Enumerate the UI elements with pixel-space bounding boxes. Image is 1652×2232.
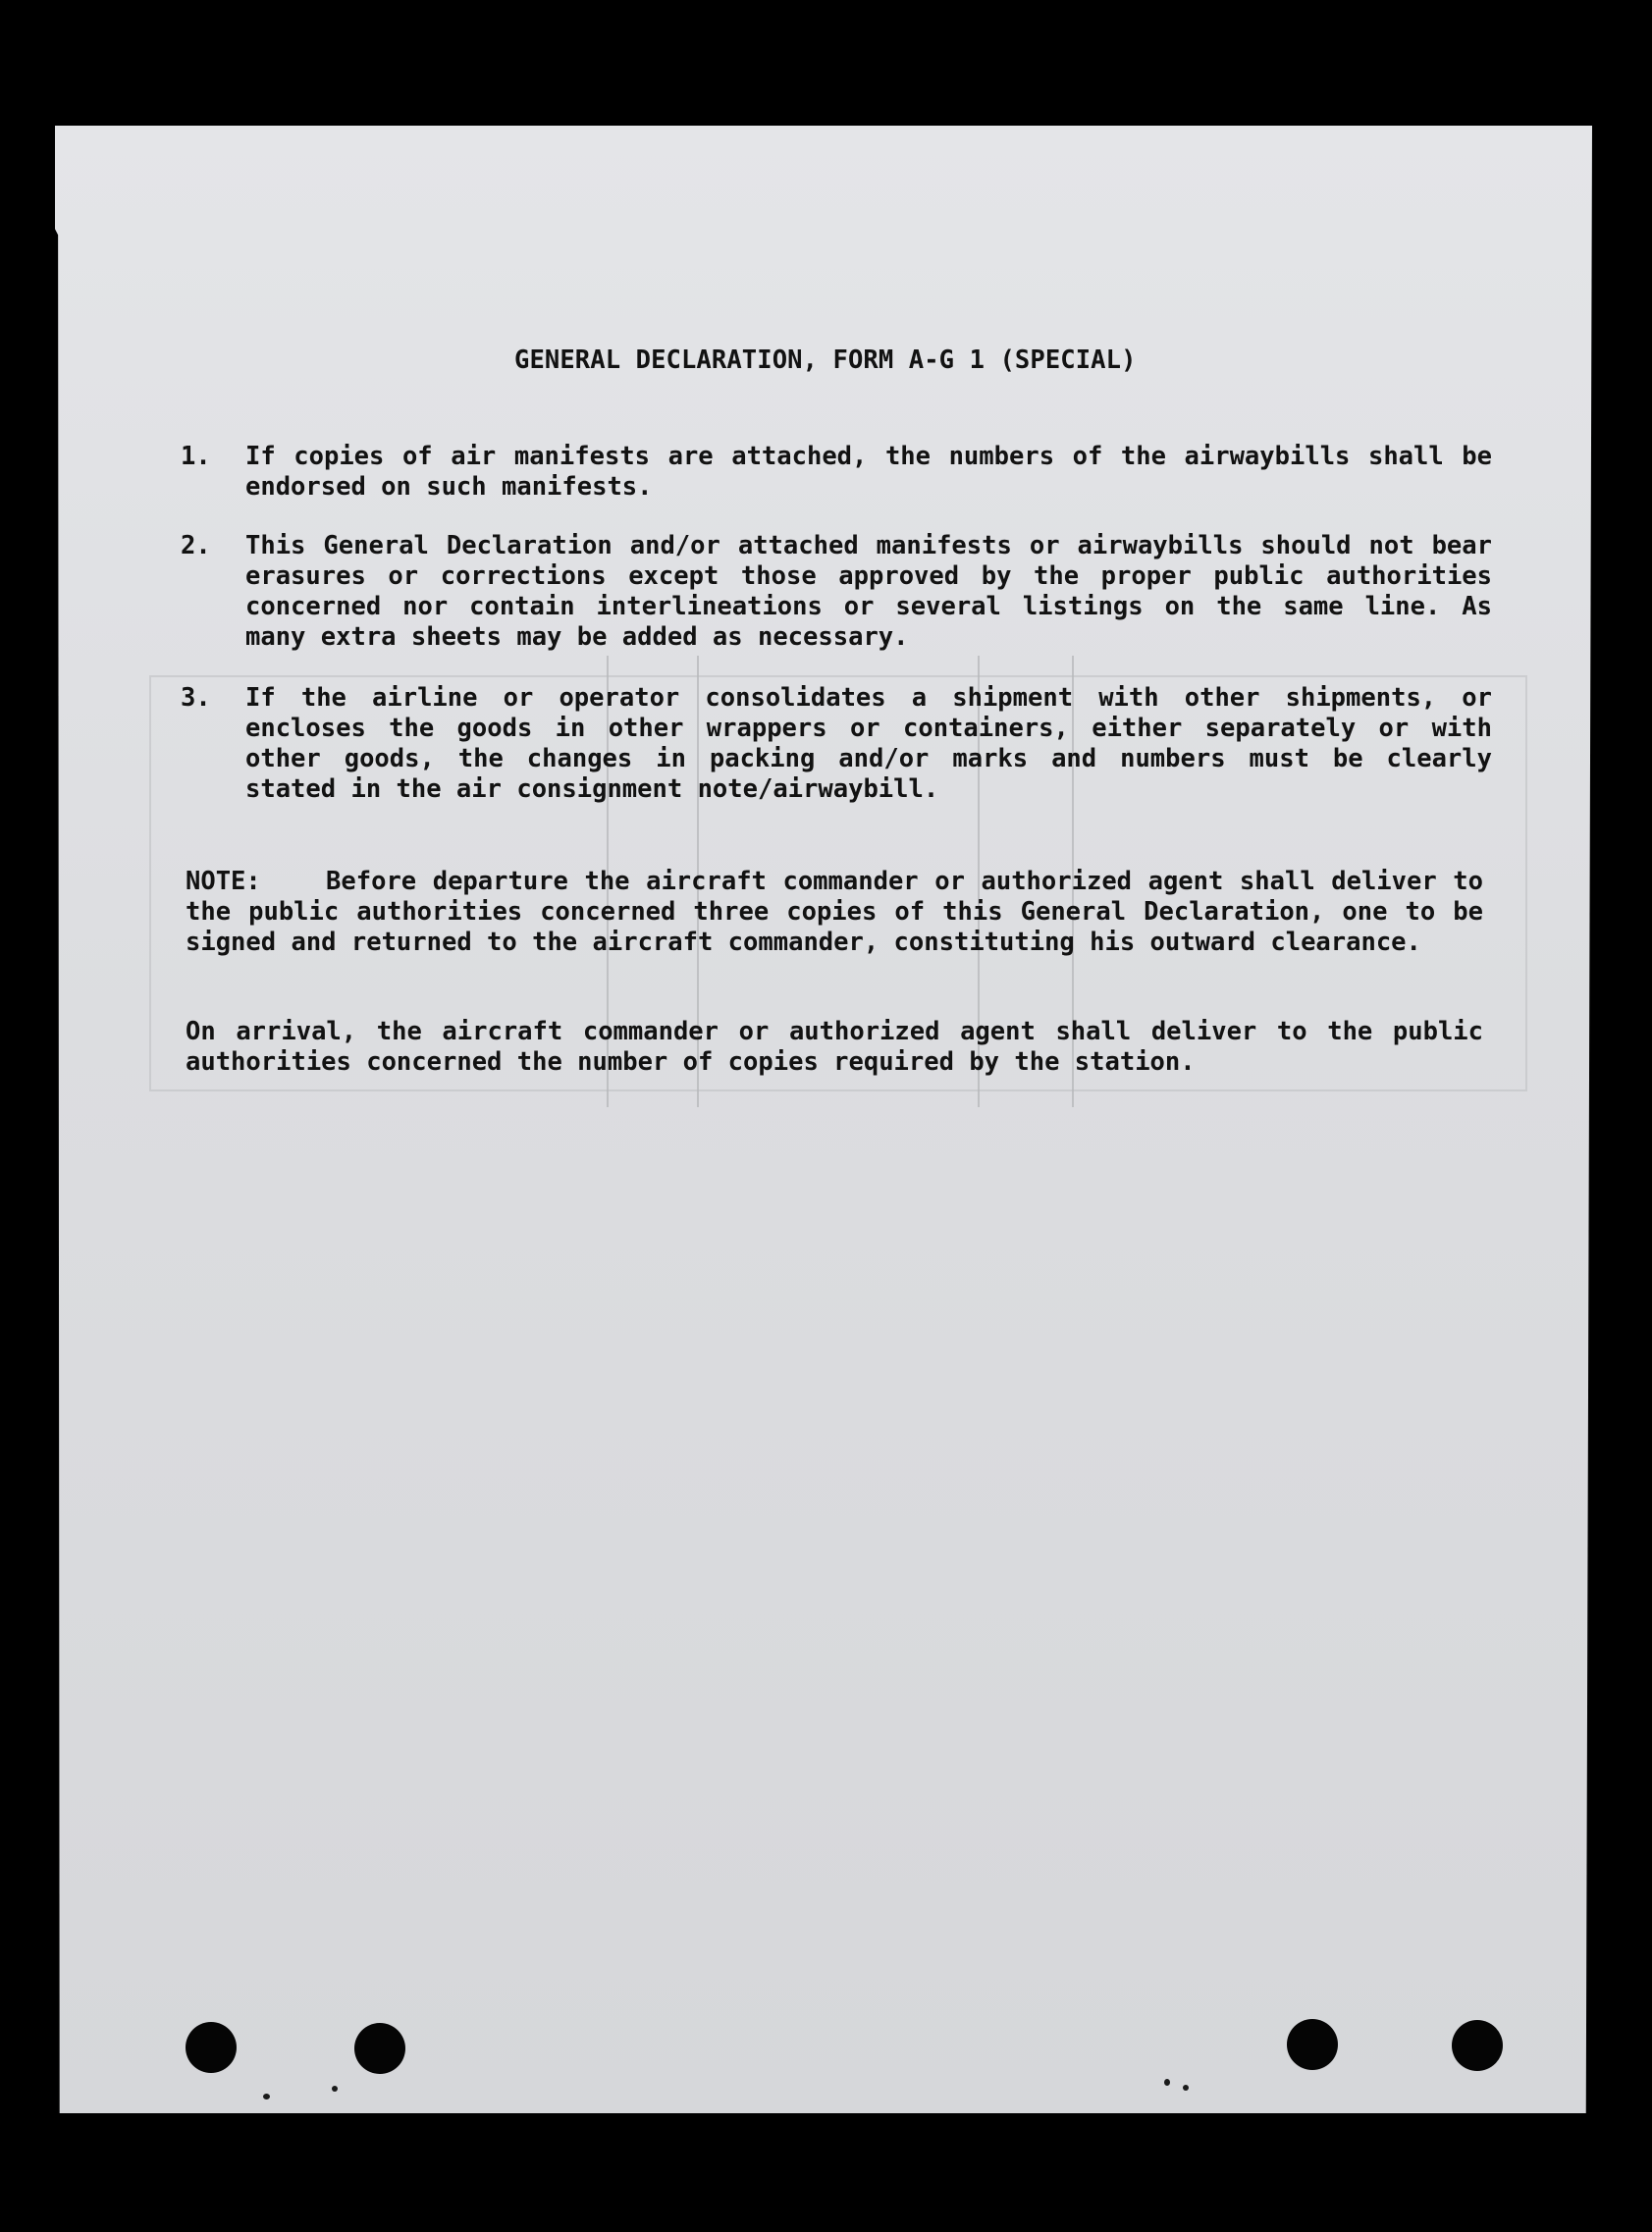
paper-speck <box>1164 2079 1170 2086</box>
punch-hole <box>186 2022 237 2073</box>
arrival-paragraph: On arrival, the aircraft commander or authorized agent shall deliver to the public authorities concerned the number of copies required by the station. <box>186 1017 1483 1077</box>
punch-hole <box>1452 2020 1503 2071</box>
paper-speck <box>263 2094 270 2099</box>
item-text: If copies of air manifests are attached, the numbers of the airwaybills shall be endorsed on such manifests. <box>245 442 1492 502</box>
item-number: 1. <box>181 442 211 471</box>
item-text: This General Declaration and/or attached manifests or airwaybills should not bear erasures or corrections except those approved by the proper public authorities concerned nor contain interlineations or several listings on the same line. As many extra sheets may be added as necessary. <box>245 531 1492 652</box>
punch-hole <box>1287 2019 1338 2070</box>
item-text: If the airline or operator consolidates a shipment with other shipments, or encloses the goods in other wrappers or containers, either separately or with other goods, the changes in packing and/or marks and numbers must be clearly stated in the air consignment note/airwaybill. <box>245 683 1492 804</box>
punch-hole <box>354 2023 405 2074</box>
page-title: GENERAL DECLARATION, FORM A-G 1 (SPECIAL) <box>514 345 1137 375</box>
item-number: 2. <box>181 531 211 560</box>
paper-speck <box>1183 2085 1189 2091</box>
paper-speck <box>332 2086 338 2092</box>
item-number: 3. <box>181 683 211 713</box>
note-paragraph: NOTE: Before departure the aircraft commander or authorized agent shall deliver to the public authorities concerned three copies of this General Declaration, one to be signed and returned to the aircraft commander, constituting his outward clearance. <box>186 867 1499 957</box>
